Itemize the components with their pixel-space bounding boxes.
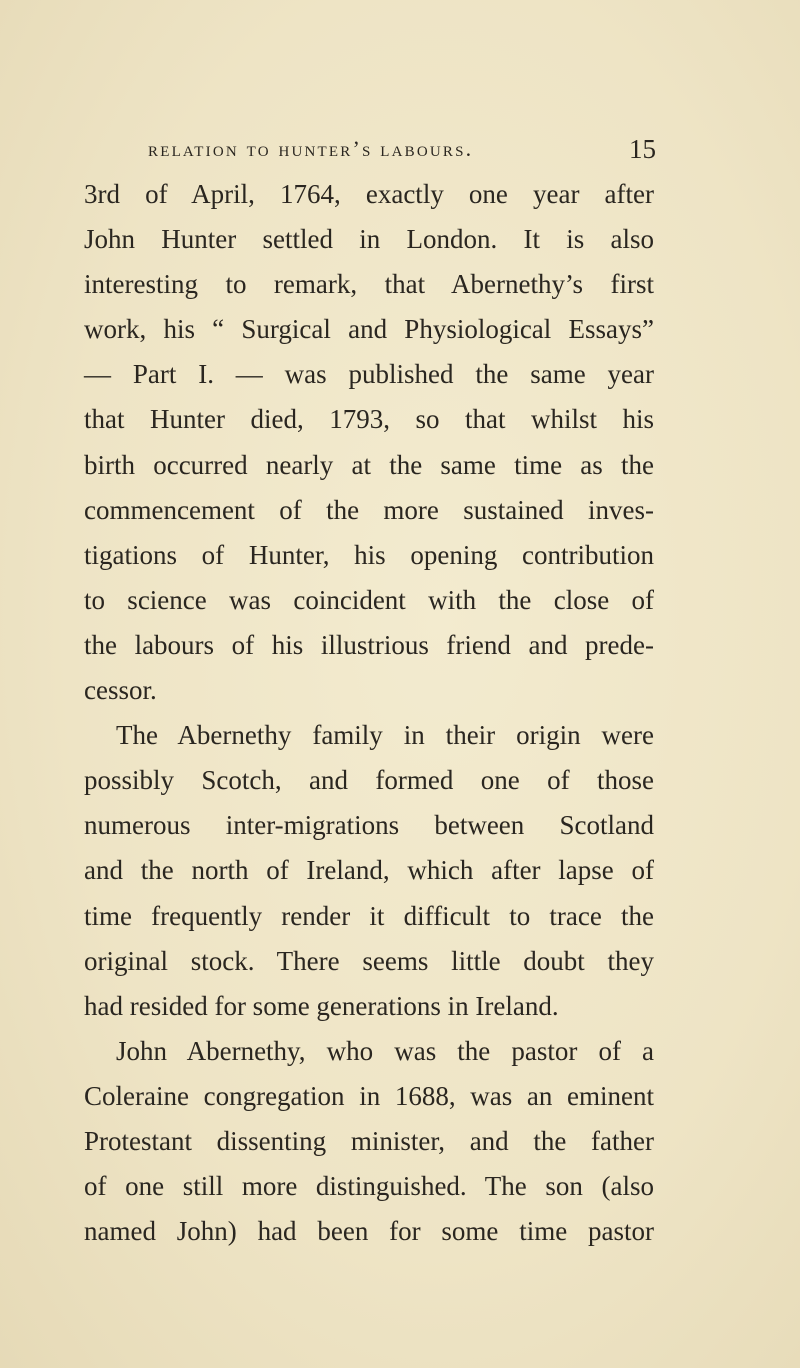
text-line: named John) had been for some time pastor	[84, 1216, 654, 1247]
text-line: original stock. There seems little doubt they	[84, 945, 654, 976]
text-line: the labours of his illustrious friend and prede-	[84, 629, 654, 660]
text-line: cessor.	[84, 675, 157, 706]
text-line: numerous inter-migrations between Scotland	[84, 810, 654, 841]
text-line: had resided for some generations in Ireland.	[84, 990, 559, 1021]
text-line: interesting to remark, that Abernethy’s first	[84, 269, 654, 300]
text-line: that Hunter died, 1793, so that whilst his	[84, 404, 654, 435]
text-line: time frequently render it difficult to trace the	[84, 900, 654, 931]
text-line: tigations of Hunter, his opening contribution	[84, 539, 654, 570]
running-head: relation to hunter’s labours.	[148, 136, 474, 161]
text-line: 3rd of April, 1764, exactly one year after	[84, 179, 654, 209]
body-text	[84, 172, 654, 1254]
text-line: Coleraine congregation in 1688, was an eminent	[84, 1080, 654, 1111]
text-line: work, his “ Surgical and Physiological Essays”	[84, 314, 654, 345]
text-line: and the north of Ireland, which after lapse of	[84, 855, 654, 886]
text-line: birth occurred nearly at the same time as the	[84, 449, 654, 480]
page-number: 15	[629, 134, 656, 164]
text-line: John Hunter settled in London. It is also	[84, 224, 654, 255]
page-header	[148, 136, 656, 170]
text-line: The Abernethy family in their origin were	[116, 720, 654, 751]
text-line: John Abernethy, who was the pastor of a	[116, 1035, 654, 1066]
text-line: Protestant dissenting minister, and the father	[84, 1125, 654, 1156]
text-line: to science was coincident with the close of	[84, 584, 654, 615]
text-line: — Part I. — was published the same year	[84, 359, 654, 390]
text-line: of one still more distinguished. The son (also	[84, 1171, 654, 1202]
text-line: possibly Scotch, and formed one of those	[84, 765, 654, 796]
text-line: commencement of the more sustained inves-	[84, 494, 654, 525]
